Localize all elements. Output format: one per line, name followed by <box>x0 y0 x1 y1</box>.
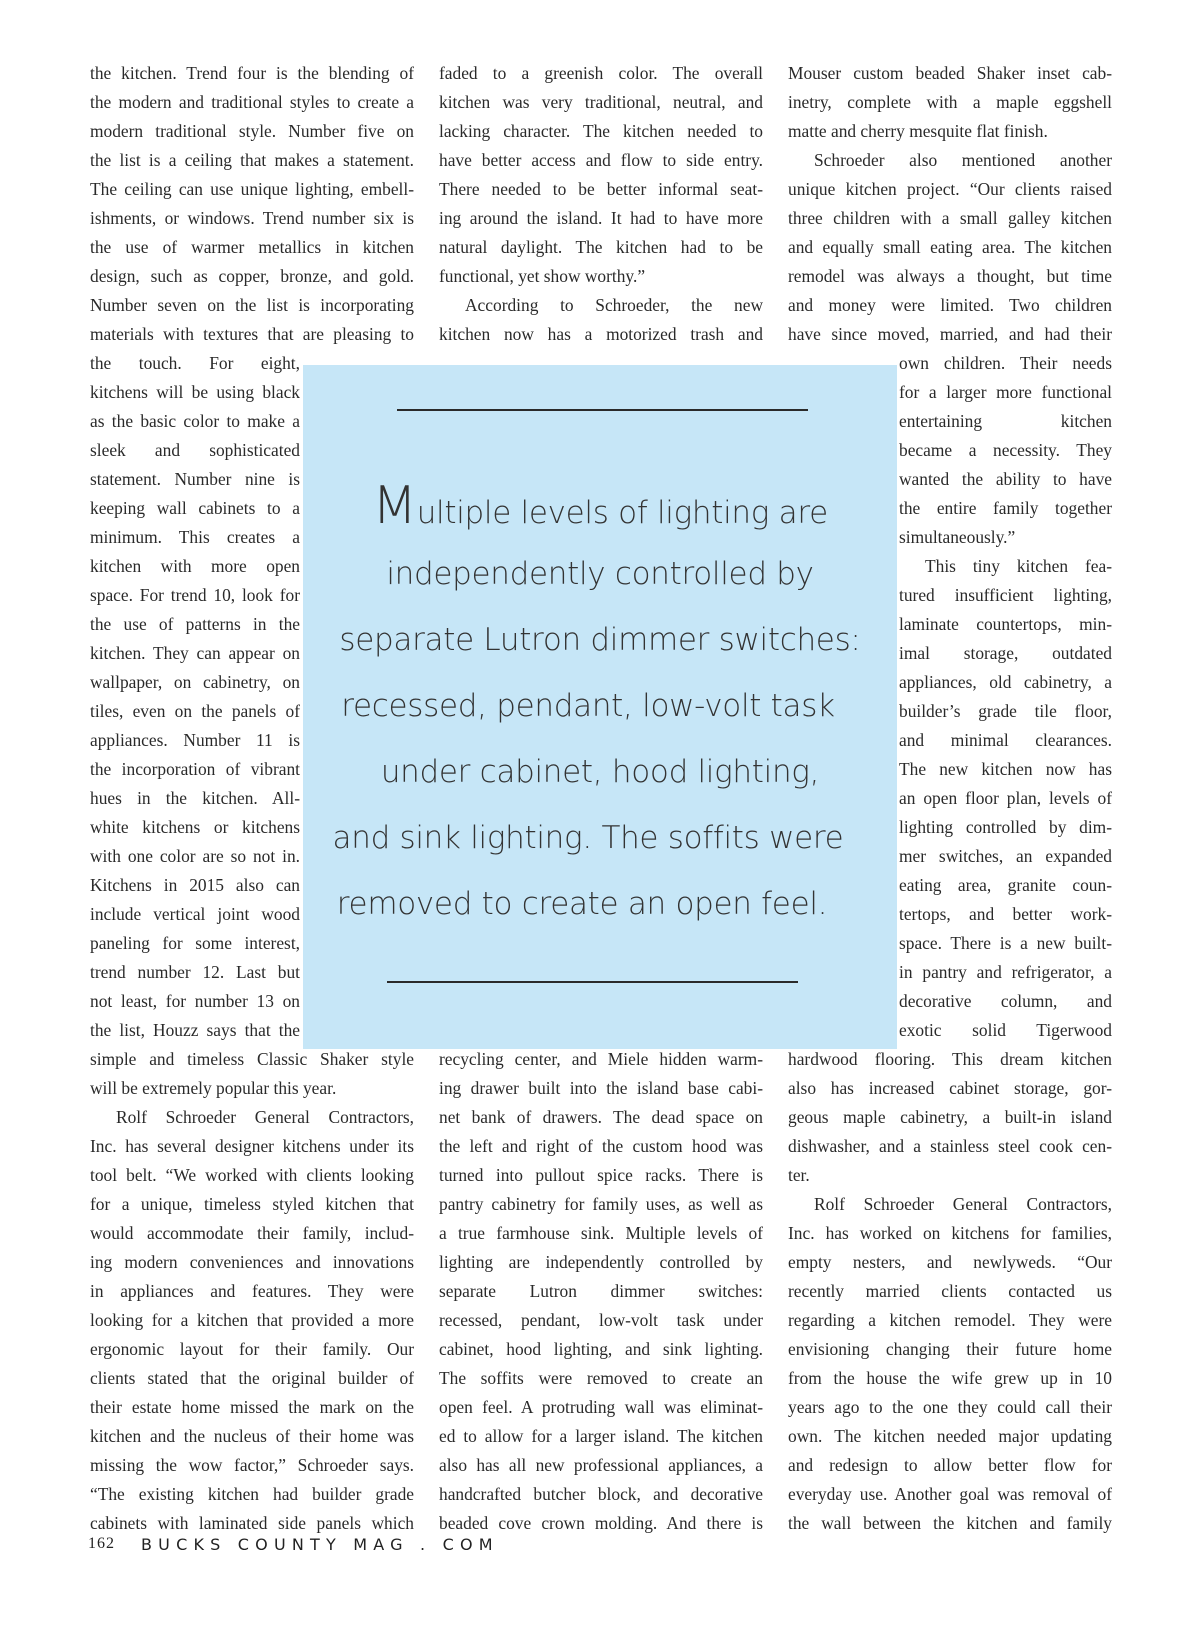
text-line: This tiny kitchen fea- <box>925 556 1112 576</box>
text-line: According to Schroeder, the new <box>465 295 763 315</box>
pull-quote-top-rule <box>397 409 808 411</box>
text-line: as the basic color to make a <box>90 411 300 431</box>
text-line: lacking character. The kitchen needed to <box>439 121 763 141</box>
text-line: ed to allow for a larger island. The kitchen <box>439 1426 763 1446</box>
text-line: became a necessity. They <box>899 440 1112 460</box>
text-line: separate Lutron dimmer switches: <box>439 1281 763 1301</box>
text-line: mer switches, an expanded <box>899 846 1112 866</box>
text-line: faded to a greenish color. The overall <box>439 63 763 83</box>
text-line: clients stated that the original builder of <box>90 1368 414 1388</box>
text-line: decorative column, and <box>899 991 1112 1011</box>
text-line: simple and timeless Classic Shaker style <box>90 1049 414 1069</box>
text-line: the entire family together <box>899 498 1112 518</box>
text-line: space. For trend 10, look for <box>90 585 300 605</box>
text-line: open feel. A protruding wall was eliminat- <box>439 1397 763 1417</box>
text-line: everyday use. Another goal was removal of <box>788 1484 1112 1504</box>
text-line: not least, for number 13 on <box>90 991 300 1011</box>
pull-quote-line: independently controlled by <box>386 556 814 592</box>
text-line: sleek and sophisticated <box>90 440 300 460</box>
text-line: modern traditional style. Number five on <box>90 121 414 141</box>
text-line: envisioning changing their future home <box>788 1339 1112 1359</box>
text-line: builder’s grade tile floor, <box>899 701 1112 721</box>
pull-quote-bottom-rule <box>387 981 798 983</box>
text-line: unique kitchen project. “Our clients raised <box>788 179 1112 199</box>
text-line: for a unique, timeless styled kitchen that <box>90 1194 414 1214</box>
text-line: Mouser custom beaded Shaker inset cab- <box>788 63 1112 83</box>
pull-quote-line: recessed, pendant, low-volt task <box>341 688 835 724</box>
text-line: the touch. For eight, <box>90 353 300 373</box>
text-line: and equally small eating area. The kitchen <box>788 237 1112 257</box>
text-line: also has all new professional appliances, a <box>439 1455 763 1475</box>
text-line: kitchen. They can appear on <box>90 643 300 663</box>
text-line: Number seven on the list is incorporating <box>90 295 414 315</box>
text-line: appliances. Number 11 is <box>90 730 300 750</box>
text-line: eating area, granite coun- <box>899 875 1112 895</box>
text-line: turned into pullout spice racks. There is <box>439 1165 763 1185</box>
text-line: and money were limited. Two children <box>788 295 1112 315</box>
text-line: wanted the ability to have <box>899 469 1112 489</box>
pull-quote <box>303 365 897 1049</box>
text-line: cabinet, hood lighting, and sink lighting. <box>439 1339 763 1359</box>
text-line: regarding a kitchen remodel. They were <box>788 1310 1112 1330</box>
text-line: trend number 12. Last but <box>90 962 300 982</box>
text-line: space. There is a new built- <box>899 933 1112 953</box>
text-line: beaded cove crown molding. And there is <box>439 1513 763 1533</box>
text-line: missing the wow factor,” Schroeder says. <box>90 1455 414 1475</box>
text-line: kitchen now has a motorized trash and <box>439 324 763 344</box>
text-line: tiles, even on the panels of <box>90 701 300 721</box>
text-line: the wall between the kitchen and family <box>788 1513 1112 1533</box>
pull-quote-line: under cabinet, hood lighting, <box>380 754 820 790</box>
text-line: own children. Their needs <box>899 353 1112 373</box>
text-line: the kitchen. Trend four is the blending of <box>90 63 414 83</box>
text-line: “The existing kitchen had builder grade <box>90 1484 414 1504</box>
text-line: kitchen with more open <box>90 556 300 576</box>
text-line: wallpaper, on cabinetry, on <box>90 672 300 692</box>
text-line: geous maple cabinetry, a built-in island <box>788 1107 1112 1127</box>
pull-quote-initial: M <box>372 476 417 536</box>
text-line: kitchen and the nucleus of their home was <box>90 1426 414 1446</box>
text-line: the use of warmer metallics in kitchen <box>90 237 414 257</box>
text-line: in pantry and refrigerator, a <box>899 962 1112 982</box>
text-line: keeping wall cabinets to a <box>90 498 300 518</box>
text-line: recessed, pendant, low-volt task under <box>439 1310 763 1330</box>
text-line: hues in the kitchen. All- <box>90 788 300 808</box>
text-line: a true farmhouse sink. Multiple levels of <box>439 1223 763 1243</box>
text-line: ter. <box>788 1165 810 1185</box>
text-line: kitchens will be using black <box>90 382 300 402</box>
text-line: recently married clients contacted us <box>788 1281 1112 1301</box>
text-line: would accommodate their family, includ- <box>90 1223 414 1243</box>
text-line: appliances, old cabinetry, a <box>899 672 1112 692</box>
text-line: Inc. has several designer kitchens under its <box>90 1136 414 1156</box>
text-line: exotic solid Tigerwood <box>899 1020 1112 1040</box>
text-line: There needed to be better informal seat- <box>439 179 763 199</box>
text-line: ing drawer built into the island base cabi- <box>439 1078 763 1098</box>
text-line: inetry, complete with a maple eggshell <box>788 92 1112 112</box>
text-line: ergonomic layout for their family. Our <box>90 1339 414 1359</box>
text-line: the left and right of the custom hood was <box>439 1136 763 1156</box>
text-line: Schroeder also mentioned another <box>814 150 1112 170</box>
text-line: The soffits were removed to create an <box>439 1368 763 1388</box>
text-line: paneling for some interest, <box>90 933 300 953</box>
pull-quote-line: Multiple levels of lighting are <box>372 476 828 536</box>
text-line: imal storage, outdated <box>899 643 1112 663</box>
text-line: lighting controlled by dim- <box>899 817 1112 837</box>
text-line: Inc. has worked on kitchens for families, <box>788 1223 1112 1243</box>
text-line: have since moved, married, and had their <box>788 324 1112 344</box>
text-line: The ceiling can use unique lighting, embell- <box>90 179 414 199</box>
text-line: cabinets with laminated side panels which <box>90 1513 414 1533</box>
text-line: matte and cherry mesquite flat finish. <box>788 121 1048 141</box>
text-line: with one color are so not in. <box>90 846 300 866</box>
text-line: simultaneously.” <box>899 527 1016 547</box>
text-line: materials with textures that are pleasing to <box>90 324 414 344</box>
text-line: for a larger more functional <box>899 382 1112 402</box>
text-line: the modern and traditional styles to create a <box>90 92 414 112</box>
text-line: include vertical joint wood <box>90 904 300 924</box>
text-line: Rolf Schroeder General Contractors, <box>814 1194 1112 1214</box>
text-line: ing around the island. It had to have more <box>439 208 763 228</box>
text-line: natural daylight. The kitchen had to be <box>439 237 763 257</box>
text-line: the list, Houzz says that the <box>90 1020 300 1040</box>
text-line: Rolf Schroeder General Contractors, <box>116 1107 414 1127</box>
text-line: tool belt. “We worked with clients looking <box>90 1165 414 1185</box>
text-line: have better access and flow to side entry. <box>439 150 763 170</box>
text-line: lighting are independently controlled by <box>439 1252 763 1272</box>
pull-quote-line: separate Lutron dimmer switches: <box>339 622 861 658</box>
text-line: minimum. This creates a <box>90 527 300 547</box>
text-line: and minimal clearances. <box>899 730 1112 750</box>
text-line: the use of patterns in the <box>90 614 300 634</box>
text-line: Kitchens in 2015 also can <box>90 875 300 895</box>
text-line: from the house the wife grew up in 10 <box>788 1368 1112 1388</box>
text-line: recycling center, and Miele hidden warm- <box>439 1049 763 1069</box>
text-line: an open floor plan, levels of <box>899 788 1112 808</box>
text-line: three children with a small galley kitchen <box>788 208 1112 228</box>
text-line: remodel was always a thought, but time <box>788 266 1112 286</box>
page-number: 162 <box>88 1535 115 1552</box>
text-line: ing modern conveniences and innovations <box>90 1252 414 1272</box>
text-line: dishwasher, and a stainless steel cook cen- <box>788 1136 1112 1156</box>
text-line: will be extremely popular this year. <box>90 1078 337 1098</box>
text-line: kitchen was very traditional, neutral, and <box>439 92 763 112</box>
text-line: ishments, or windows. Trend number six is <box>90 208 414 228</box>
text-line: net bank of drawers. The dead space on <box>439 1107 763 1127</box>
text-line: tured insufficient lighting, <box>899 585 1112 605</box>
text-line: white kitchens or kitchens <box>90 817 300 837</box>
text-line: the incorporation of vibrant <box>90 759 300 779</box>
text-line: and redesign to allow better flow for <box>788 1455 1112 1475</box>
text-line: The new kitchen now has <box>899 759 1112 779</box>
text-line: design, such as copper, bronze, and gold. <box>90 266 414 286</box>
text-line: tertops, and better work- <box>899 904 1112 924</box>
text-line: the list is a ceiling that makes a statement. <box>90 150 414 170</box>
text-line: looking for a kitchen that provided a more <box>90 1310 414 1330</box>
text-line: own. The kitchen needed major updating <box>788 1426 1112 1446</box>
text-line: their estate home missed the mark on the <box>90 1397 414 1417</box>
text-line: also has increased cabinet storage, gor- <box>788 1078 1112 1098</box>
text-line: hardwood flooring. This dream kitchen <box>788 1049 1112 1069</box>
text-line: empty nesters, and newlyweds. “Our <box>788 1252 1112 1272</box>
text-line: functional, yet show worthy.” <box>439 266 646 286</box>
text-line: handcrafted butcher block, and decorative <box>439 1484 763 1504</box>
pull-quote-line: and sink lighting. The soffits were <box>332 820 844 856</box>
text-line: in appliances and features. They were <box>90 1281 414 1301</box>
text-line: statement. Number nine is <box>90 469 300 489</box>
text-line: years ago to the one they could call their <box>788 1397 1112 1417</box>
pull-quote-line: removed to create an open feel. <box>336 886 828 922</box>
text-line: entertaining kitchen <box>899 411 1112 431</box>
text-line: pantry cabinetry for family uses, as well as <box>439 1194 763 1214</box>
text-line: laminate countertops, min- <box>899 614 1112 634</box>
masthead-url: BUCKS COUNTY MAG . COM <box>141 1535 499 1554</box>
